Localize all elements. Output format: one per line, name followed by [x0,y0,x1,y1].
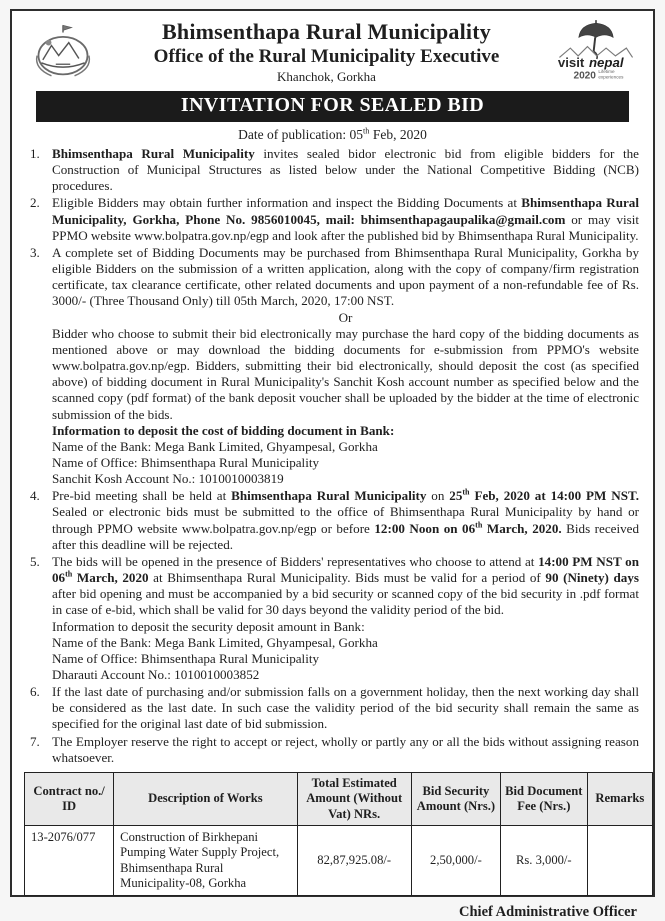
item-paragraph: Bhimsenthapa Rural Municipality invites sealed bidor electronic bid from eligible bidders for the Construction of Municipal Structures as listed below under the National Competitive Bidding (NCB) procedures. [52,146,639,194]
column-header: Bid Document Fee (Nrs.) [501,772,588,825]
table-header-row [25,772,653,825]
item-paragraph: The bids will be opened in the presence of Bidders' representatives who choose to attend at 14:00 PM NST on 06th March, 2020 at Bhimsenthapa Rural Municipality. Bids must be valid for a period of 90 (Ninety) days after bid opening and must be accompanied by a bid security or scanned copy of the bid security in .pdf format in case of e-bid, which shall be valid for 30 days beyond the validity period of the bid. [52,553,639,618]
header [18,14,647,88]
notice-item [30,195,639,243]
table-row [25,826,653,896]
table-cell: 13-2076/077 [25,826,114,896]
header-titles [100,20,553,84]
notice-item [30,245,639,487]
table-cell: 2,50,000/- [411,826,500,896]
org-name: Bhimsenthapa Rural Municipality [162,18,491,44]
notice-item [30,146,639,194]
item-number: 5. [30,553,40,569]
item-paragraph: A complete set of Bidding Documents may be purchased from Bhimsenthapa Rural Municipality, Gorkha by eligible Bidders on the submission of a written application, along with the copy of company/firm registration certificate, tax clearance certificate, other related documents and upon payment of a non-refundable fee of Rs. 3000/- (Three Thousand Only) till 05th March, 2020, 17:00 NST. [52,244,639,309]
notice-item [30,684,639,732]
year-text: 2020 [573,70,596,82]
item-paragraph: Name of Office: Bhimsenthapa Rural Municipality [52,650,320,666]
notice-item [30,734,639,766]
item-paragraph: Name of the Bank: Mega Bank Limited, Ghyampesal, Gorkha [52,438,378,454]
column-header: Total Estimated Amount (Without Vat) NRs. [297,772,411,825]
publication-date: Date of publication: 05th Feb, 2020 [238,126,427,142]
visit-nepal-2020-icon [553,17,639,87]
item-paragraph: Pre-bid meeting shall be held at Bhimsenthapa Rural Municipality on 25th Feb, 2020 at 14:00 PM NST. Sealed or electronic bids must be submitted to the office of Bhimsenthapa Rural Municipality by hand or through PPMO website www.bolpatra.gov.np/egp or before 12:00 Noon on 06th March, 2020. Bids received after this deadline will be rejected. [52,487,640,552]
tagline-line1: Lifetime [598,69,615,74]
nepal-text: nepal [589,54,624,70]
bid-table [24,772,653,897]
table-cell [587,826,652,896]
nepal-emblem-icon [26,21,100,83]
nepal-emblem-logo [26,21,100,83]
banner-title: INVITATION FOR SEALED BID [36,91,629,122]
item-number: 1. [30,146,40,161]
item-paragraph: If the last date of purchasing and/or submission falls on a government holiday, then the next working day shall be considered as the last date. In such case the validity period of the bid security shall remain the same as specified for the original last date of bid submission. [52,684,639,732]
notice-item [30,488,639,553]
item-number: 2. [30,195,40,211]
item-paragraph: Or [338,309,353,325]
document-page [10,9,655,921]
item-number: 7. [30,733,40,749]
item-paragraph: The Employer reserve the right to accept or reject, wholly or partly any or all the bids without assigning reason whatsoever. [52,733,639,765]
item-paragraph: Eligible Bidders may obtain further information and inspect the Bidding Documents at Bhimsenthapa Rural Municipality, Gorkha, Phone No. 9856010045, mail: bhimsenthapagaupalika@gmail.com or may visit PPMO website www.bolpatra.gov.np/egp and look after the published bid by Bhimsenthapa Rural Municipality. [52,195,640,243]
item-paragraph: Name of the Bank: Mega Bank Limited, Ghyampesal, Gorkha [52,634,378,650]
visit-nepal-2020-logo [553,17,639,87]
signature: Chief Administrative Officer [459,904,637,921]
table-cell: Construction of Birkhepani Pumping Water Supply Project, Bhimsenthapa Rural Municipality-08, Gorkha [114,826,297,896]
table-cell: 82,87,925.08/- [297,826,411,896]
office-name: Office of the Rural Municipality Executive [153,46,500,68]
item-paragraph: Information to deposit the cost of bidding document in Bank: [52,422,395,438]
column-header: Contract no./ ID [25,772,114,825]
column-header: Bid Security Amount (Nrs.) [411,772,500,825]
table-body [25,826,653,896]
item-number: 3. [30,244,40,260]
tagline-line2: experiences [598,74,624,80]
table-cell: Rs. 3,000/- [501,826,588,896]
column-header: Remarks [587,772,652,825]
location: Khanchok, Gorkha [277,68,376,84]
item-paragraph: Bidder who choose to submit their bid electronically may purchase the hard copy of the bidding documents as mentioned above or may download the bidding documents for e-submission from PPMO's website www.bolpatra.gov.np/egp. Bidders, submitting their bid electronically, should deposit the cost (as specified above) of bidding document in Rural Municipality's Sanchit Kosh account number as specified below and the scanned copy (pdf format) of the bank deposit voucher shall be uploaded by the bidder at the time of electronic submission of the bids. [52,325,639,422]
notice-item [30,554,639,683]
visit-text: visit [557,54,585,70]
item-paragraph: Dharauti Account No.: 1010010003852 [52,667,260,682]
column-header: Description of Works [114,772,297,825]
item-paragraph: Information to deposit the security deposit amount in Bank: [52,618,365,634]
item-paragraph: Sanchit Kosh Account No.: 1010010003819 [52,471,284,487]
item-paragraph: Name of Office: Bhimsenthapa Rural Municipality [52,454,320,470]
item-number: 4. [30,488,40,504]
item-number: 6. [30,684,40,700]
notice-list [30,146,639,766]
